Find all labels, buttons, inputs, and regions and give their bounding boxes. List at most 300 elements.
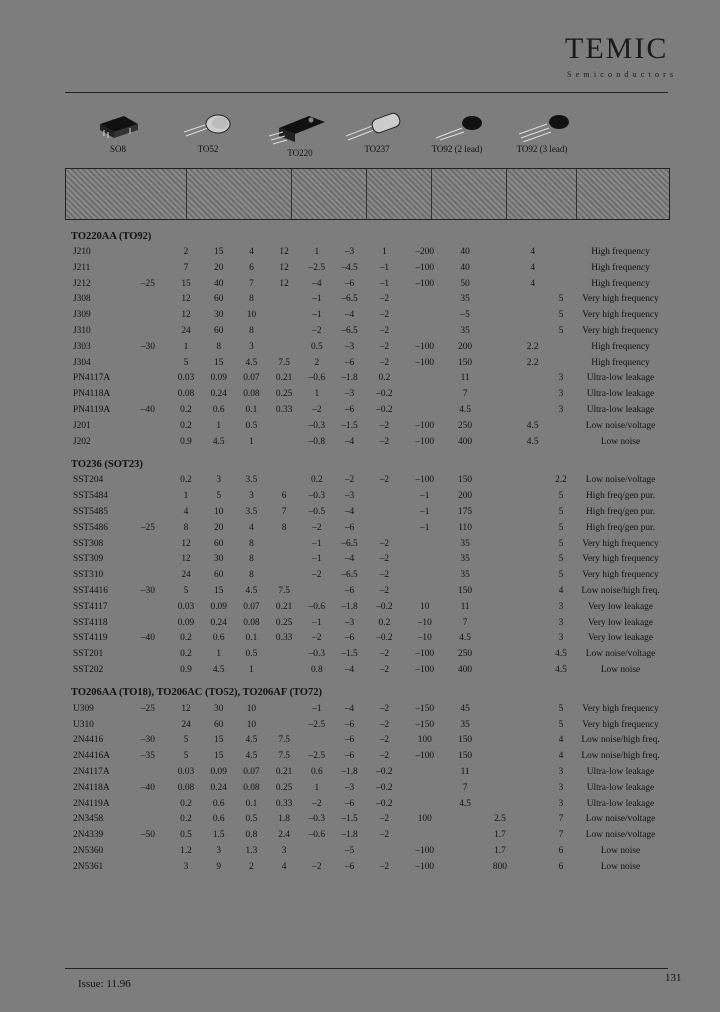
spec-value bbox=[268, 435, 301, 451]
spec-value: 60 bbox=[214, 570, 224, 581]
spec-value: –6 bbox=[344, 278, 355, 289]
spec-value: 0.1 bbox=[245, 798, 258, 809]
spec-value: –6.5 bbox=[341, 294, 358, 305]
spec-value bbox=[268, 340, 301, 356]
spec-value: 1 bbox=[249, 436, 254, 447]
spec-value: 0.5 bbox=[310, 341, 323, 352]
spec-value bbox=[516, 797, 549, 813]
spec-value: –5 bbox=[460, 310, 470, 321]
spec-value bbox=[484, 403, 517, 419]
spec-value: –6.5 bbox=[341, 538, 358, 549]
spec-value: –100 bbox=[415, 861, 435, 872]
spec-value: 3 bbox=[558, 373, 564, 384]
spec-value: 6 bbox=[281, 491, 287, 502]
part-number: J304 bbox=[73, 357, 91, 368]
spec-value bbox=[268, 324, 301, 340]
spec-value: 250 bbox=[458, 420, 473, 431]
brand-subtitle: Semiconductors bbox=[567, 70, 678, 79]
spec-value: –100 bbox=[415, 649, 435, 660]
table-row bbox=[65, 403, 668, 419]
spec-value bbox=[300, 844, 333, 860]
breakdown-voltage: –30 bbox=[140, 735, 155, 746]
spec-value: 10 bbox=[420, 601, 430, 612]
application: Ultra-low leakage bbox=[586, 782, 655, 793]
application: High frequency bbox=[591, 341, 650, 352]
spec-value: 3 bbox=[558, 782, 564, 793]
spec-value bbox=[549, 419, 573, 435]
spec-value: 8 bbox=[281, 522, 287, 533]
package-to92-2lead bbox=[412, 110, 502, 154]
spec-value: 0.09 bbox=[177, 617, 195, 628]
spec-value: –6 bbox=[344, 585, 355, 596]
spec-value: 35 bbox=[460, 325, 470, 336]
spec-value: –2 bbox=[312, 798, 322, 809]
table-row bbox=[65, 797, 668, 813]
breakdown-voltage bbox=[126, 568, 170, 584]
spec-value bbox=[516, 584, 549, 600]
table-row bbox=[65, 489, 668, 505]
page-number: 131 bbox=[665, 972, 682, 984]
breakdown-voltage bbox=[126, 537, 170, 553]
spec-value: 0.33 bbox=[275, 798, 293, 809]
spec-value bbox=[516, 663, 549, 679]
spec-value: –2 bbox=[379, 294, 390, 305]
spec-value: 15 bbox=[214, 585, 224, 596]
part-number: SST4117 bbox=[73, 601, 108, 612]
to92-2lead-package-icon bbox=[412, 110, 502, 142]
spec-value: 7 bbox=[462, 389, 468, 400]
spec-value: 4.5 bbox=[555, 664, 567, 675]
spec-value: –4 bbox=[344, 664, 355, 675]
spec-value: –0.3 bbox=[308, 814, 326, 825]
spec-value: –6.5 bbox=[341, 325, 358, 336]
spec-value: 5 bbox=[558, 554, 564, 565]
breakdown-voltage: –40 bbox=[140, 404, 155, 415]
spec-value: 24 bbox=[181, 570, 191, 581]
part-number: SST4119 bbox=[73, 633, 108, 644]
spec-value bbox=[268, 292, 301, 308]
spec-value: 15 bbox=[214, 751, 224, 762]
spec-value bbox=[403, 403, 447, 419]
spec-value: 2 bbox=[183, 247, 189, 257]
table-row bbox=[65, 245, 668, 261]
spec-value: –1 bbox=[312, 703, 322, 714]
breakdown-voltage bbox=[126, 600, 170, 616]
spec-value: 7 bbox=[281, 506, 287, 517]
spec-value: 60 bbox=[214, 294, 224, 305]
spec-value: –0.6 bbox=[308, 830, 326, 841]
breakdown-voltage: –25 bbox=[140, 522, 155, 533]
spec-value: 150 bbox=[458, 751, 473, 762]
breakdown-voltage bbox=[126, 844, 170, 860]
spec-value bbox=[484, 797, 517, 813]
spec-value: –2 bbox=[379, 420, 390, 431]
spec-value: 0.2 bbox=[180, 475, 192, 486]
spec-value: –2.5 bbox=[308, 719, 326, 730]
spec-value bbox=[484, 261, 517, 277]
table-row bbox=[65, 781, 668, 797]
package-label: TO52 bbox=[197, 144, 219, 154]
spec-value: 0.9 bbox=[180, 664, 192, 675]
table-row bbox=[65, 584, 668, 600]
spec-value: 4.5 bbox=[245, 585, 258, 596]
part-number: SST201 bbox=[73, 649, 104, 660]
spec-value: 0.09 bbox=[210, 601, 227, 612]
spec-value bbox=[447, 828, 484, 844]
spec-value: 10 bbox=[214, 506, 224, 517]
spec-value bbox=[403, 537, 447, 553]
group-title: TO220AA (TO92) bbox=[71, 230, 152, 242]
spec-value bbox=[484, 552, 517, 568]
spec-value bbox=[366, 489, 403, 505]
application: Low noise/voltage bbox=[585, 830, 656, 841]
spec-value: 0.21 bbox=[275, 601, 293, 612]
part-number: 2N5360 bbox=[73, 845, 104, 856]
spec-value bbox=[300, 584, 333, 600]
spec-value: 0.6 bbox=[212, 814, 225, 825]
spec-value: –1 bbox=[312, 554, 322, 565]
spec-value: 3 bbox=[558, 389, 564, 400]
spec-value: –0.6 bbox=[308, 601, 326, 612]
spec-value: 35 bbox=[460, 294, 470, 305]
spec-value: –2 bbox=[379, 570, 390, 581]
spec-value: 30 bbox=[214, 310, 224, 321]
spec-value: –6 bbox=[344, 719, 355, 730]
table-row bbox=[65, 340, 668, 356]
spec-value: 35 bbox=[460, 570, 470, 581]
spec-value: 4.5 bbox=[245, 357, 258, 368]
spec-value: –0.2 bbox=[376, 633, 393, 644]
spec-value: 40 bbox=[214, 278, 224, 289]
spec-value: 5 bbox=[558, 325, 564, 336]
spec-value: 0.6 bbox=[212, 798, 225, 809]
spec-value bbox=[268, 568, 301, 584]
spec-value: 8 bbox=[216, 341, 222, 352]
spec-value bbox=[403, 308, 447, 324]
part-number: 2N4416A bbox=[73, 751, 110, 762]
spec-value: –4 bbox=[344, 506, 355, 517]
application: High frequency bbox=[591, 278, 650, 289]
brand-name: TEMIC bbox=[565, 32, 669, 65]
spec-value: –100 bbox=[415, 420, 435, 431]
spec-value bbox=[484, 419, 517, 435]
spec-value: 3 bbox=[216, 845, 222, 856]
spec-value: 24 bbox=[181, 325, 191, 336]
table-row bbox=[65, 292, 668, 308]
spec-value bbox=[484, 616, 517, 632]
application: Ultra-low leakage bbox=[586, 766, 655, 777]
spec-value: –2 bbox=[379, 436, 390, 447]
application: Low noise/voltage bbox=[585, 475, 656, 486]
spec-value: 11 bbox=[460, 373, 470, 384]
spec-value: 1 bbox=[183, 341, 189, 352]
spec-value bbox=[484, 505, 517, 521]
table-row bbox=[65, 616, 668, 632]
application: High freq/gen pur. bbox=[586, 506, 655, 517]
spec-value: –2 bbox=[379, 554, 390, 565]
breakdown-voltage bbox=[126, 292, 170, 308]
spec-value: 0.21 bbox=[275, 373, 293, 384]
part-number: SST5484 bbox=[73, 491, 108, 502]
spec-value: 12 bbox=[181, 703, 191, 714]
application: High freq/gen pur. bbox=[586, 522, 655, 533]
spec-value: 5 bbox=[558, 491, 564, 502]
spec-value: 0.2 bbox=[180, 420, 192, 431]
spec-value bbox=[268, 702, 301, 718]
spec-value: –100 bbox=[415, 341, 435, 352]
table-row bbox=[65, 308, 668, 324]
spec-value: 800 bbox=[492, 861, 507, 872]
spec-value: 2.5 bbox=[494, 814, 506, 825]
spec-value: 0.08 bbox=[177, 782, 195, 793]
spec-value: –2 bbox=[379, 830, 390, 841]
spec-value: 4.5 bbox=[459, 633, 471, 644]
so8-package-icon bbox=[73, 110, 163, 142]
spec-value bbox=[268, 718, 301, 734]
spec-value: –4 bbox=[344, 310, 355, 321]
breakdown-voltage bbox=[126, 860, 170, 876]
table-row bbox=[65, 733, 668, 749]
spec-value bbox=[549, 435, 573, 451]
part-number: PN4117A bbox=[73, 373, 111, 384]
spec-value: 1 bbox=[216, 420, 222, 431]
package-to52 bbox=[163, 110, 253, 154]
breakdown-voltage bbox=[126, 616, 170, 632]
spec-value: 0.2 bbox=[180, 649, 192, 660]
spec-value: 0.24 bbox=[210, 617, 227, 628]
spec-value: 0.2 bbox=[180, 814, 192, 825]
table-row bbox=[65, 371, 668, 387]
spec-value: –1 bbox=[312, 310, 322, 321]
spec-value: 20 bbox=[214, 262, 224, 273]
spec-value: –150 bbox=[415, 703, 435, 714]
spec-value: –2 bbox=[312, 861, 322, 872]
spec-value: 0.09 bbox=[210, 766, 227, 777]
spec-value: 5 bbox=[558, 570, 564, 581]
table-row bbox=[65, 718, 668, 734]
spec-value: 5 bbox=[183, 357, 189, 368]
application: Low noise/voltage bbox=[585, 420, 656, 431]
spec-value: 0.6 bbox=[212, 633, 225, 644]
spec-value: –2 bbox=[379, 538, 390, 549]
package-label: TO220 bbox=[287, 148, 313, 158]
spec-value bbox=[484, 702, 517, 718]
spec-value: 5 bbox=[558, 703, 564, 714]
application: Very high frequency bbox=[582, 703, 659, 714]
part-number: 2N3458 bbox=[73, 814, 104, 825]
spec-value: 0.9 bbox=[180, 436, 192, 447]
spec-value: –6 bbox=[344, 404, 355, 415]
spec-value bbox=[268, 552, 301, 568]
spec-value bbox=[403, 828, 447, 844]
spec-value bbox=[516, 765, 549, 781]
breakdown-voltage: –50 bbox=[140, 830, 155, 841]
spec-value: 0.25 bbox=[275, 389, 293, 400]
spec-value bbox=[484, 718, 517, 734]
spec-value: 0.03 bbox=[177, 601, 195, 612]
table-header-band bbox=[65, 168, 670, 220]
spec-value: 3 bbox=[558, 404, 564, 415]
spec-value: 0.6 bbox=[212, 404, 225, 415]
spec-value: –2 bbox=[379, 664, 390, 675]
spec-value: 4.5 bbox=[555, 649, 567, 660]
spec-value bbox=[516, 860, 549, 876]
part-number: U309 bbox=[73, 703, 94, 714]
spec-value: –6 bbox=[344, 861, 355, 872]
spec-value: –1.5 bbox=[341, 814, 358, 825]
spec-value: 8 bbox=[249, 294, 254, 305]
spec-value: 4 bbox=[249, 522, 254, 533]
application: Ultra-low leakage bbox=[586, 389, 655, 400]
part-number: J202 bbox=[73, 436, 91, 447]
spec-table bbox=[65, 228, 668, 875]
application: Low noise bbox=[600, 664, 641, 675]
spec-value: 5 bbox=[558, 538, 564, 549]
spec-value: 150 bbox=[458, 475, 473, 486]
breakdown-voltage bbox=[126, 797, 170, 813]
bottom-rule bbox=[65, 968, 668, 969]
spec-value: 0.1 bbox=[245, 633, 258, 644]
spec-value: 0.25 bbox=[275, 782, 293, 793]
table-row bbox=[65, 631, 668, 647]
spec-value: –2 bbox=[379, 814, 390, 825]
part-number: SST4416 bbox=[73, 585, 108, 596]
spec-value: 1 bbox=[183, 491, 189, 502]
spec-value bbox=[549, 277, 573, 293]
spec-value: –2 bbox=[379, 325, 390, 336]
spec-value: 1.3 bbox=[245, 845, 258, 856]
table-row bbox=[65, 537, 668, 553]
spec-value: –1.8 bbox=[341, 373, 358, 384]
spec-value: 0.08 bbox=[177, 389, 195, 400]
spec-value: 2 bbox=[314, 357, 320, 368]
spec-value bbox=[516, 631, 549, 647]
spec-value: –4.5 bbox=[341, 262, 358, 273]
spec-value: 100 bbox=[417, 814, 432, 825]
application: High frequency bbox=[591, 357, 650, 368]
spec-value: –0.3 bbox=[308, 491, 326, 502]
spec-value: 0.24 bbox=[210, 782, 227, 793]
spec-value: 5 bbox=[216, 491, 222, 502]
breakdown-voltage bbox=[126, 324, 170, 340]
spec-value: 4 bbox=[558, 735, 564, 746]
spec-value: 150 bbox=[458, 735, 473, 746]
part-number: SST309 bbox=[73, 554, 104, 565]
spec-value: 150 bbox=[458, 585, 473, 596]
part-number: PN4118A bbox=[73, 389, 111, 400]
spec-value: 100 bbox=[417, 735, 432, 746]
breakdown-voltage: –30 bbox=[140, 341, 155, 352]
spec-value bbox=[516, 489, 549, 505]
table-row bbox=[65, 600, 668, 616]
spec-value bbox=[484, 340, 517, 356]
application: Very high frequency bbox=[582, 570, 659, 581]
table-row bbox=[65, 647, 668, 663]
breakdown-voltage: –30 bbox=[140, 585, 155, 596]
spec-value: 4 bbox=[281, 861, 287, 872]
breakdown-voltage bbox=[126, 419, 170, 435]
table-row bbox=[65, 765, 668, 781]
spec-value: –6.5 bbox=[341, 570, 358, 581]
breakdown-voltage: –40 bbox=[140, 633, 155, 644]
spec-value: –100 bbox=[415, 845, 435, 856]
spec-value: –100 bbox=[415, 664, 435, 675]
group-title: TO236 (SOT23) bbox=[71, 458, 143, 470]
spec-value: –1 bbox=[379, 262, 390, 273]
spec-value: –3 bbox=[344, 247, 355, 257]
spec-value: –150 bbox=[415, 719, 435, 730]
spec-value: 0.5 bbox=[245, 649, 258, 660]
spec-value: 4.5 bbox=[526, 436, 539, 447]
spec-value: 3 bbox=[558, 617, 564, 628]
table-row bbox=[65, 261, 668, 277]
spec-value: 4 bbox=[530, 278, 535, 289]
to52-package-icon bbox=[163, 110, 253, 142]
spec-value: –3 bbox=[344, 389, 355, 400]
application: Low noise bbox=[600, 436, 641, 447]
spec-value: 0.2 bbox=[378, 617, 391, 628]
table-row bbox=[65, 749, 668, 765]
spec-value: 2 bbox=[249, 861, 254, 872]
spec-value bbox=[516, 718, 549, 734]
spec-value: 8 bbox=[183, 522, 189, 533]
spec-value: 0.25 bbox=[275, 617, 293, 628]
breakdown-voltage bbox=[126, 371, 170, 387]
spec-value bbox=[516, 537, 549, 553]
spec-value: –1 bbox=[312, 538, 322, 549]
part-number: 2N4118A bbox=[73, 782, 110, 793]
spec-value: –0.3 bbox=[308, 649, 326, 660]
spec-value bbox=[484, 387, 517, 403]
spec-value: –2 bbox=[312, 325, 322, 336]
breakdown-voltage: –25 bbox=[140, 278, 155, 289]
spec-value: –6 bbox=[344, 798, 355, 809]
spec-value: 12 bbox=[181, 310, 191, 321]
spec-value: –4 bbox=[312, 278, 322, 289]
spec-value: –6 bbox=[344, 751, 355, 762]
spec-value bbox=[549, 356, 573, 372]
spec-value: 5 bbox=[558, 522, 564, 533]
application: Very low leakage bbox=[587, 633, 654, 644]
table-row bbox=[65, 277, 668, 293]
spec-value: 4.5 bbox=[212, 436, 225, 447]
spec-value: –0.2 bbox=[376, 389, 393, 400]
spec-value: 150 bbox=[458, 357, 473, 368]
application: High freq/gen pur. bbox=[586, 491, 655, 502]
breakdown-voltage: –25 bbox=[140, 703, 155, 714]
part-number: 2N4416 bbox=[73, 735, 104, 746]
application: Very low leakage bbox=[587, 601, 654, 612]
application: Low noise bbox=[600, 845, 641, 856]
package-label: TO92 (2 lead) bbox=[431, 144, 483, 154]
spec-value: –2 bbox=[379, 649, 390, 660]
spec-value: –0.6 bbox=[308, 373, 326, 384]
spec-value: –100 bbox=[415, 357, 435, 368]
spec-value: 40 bbox=[460, 262, 470, 273]
spec-value: 1 bbox=[314, 389, 320, 400]
spec-value: 2.2 bbox=[555, 475, 567, 486]
table-row bbox=[65, 702, 668, 718]
spec-value: –2 bbox=[379, 861, 390, 872]
part-number: SST310 bbox=[73, 570, 104, 581]
spec-value: 3 bbox=[249, 491, 254, 502]
spec-value bbox=[516, 371, 549, 387]
spec-value bbox=[447, 860, 484, 876]
spec-value: –4 bbox=[344, 554, 355, 565]
spec-value: –200 bbox=[415, 247, 435, 257]
spec-value: –2 bbox=[379, 585, 390, 596]
spec-value bbox=[516, 702, 549, 718]
